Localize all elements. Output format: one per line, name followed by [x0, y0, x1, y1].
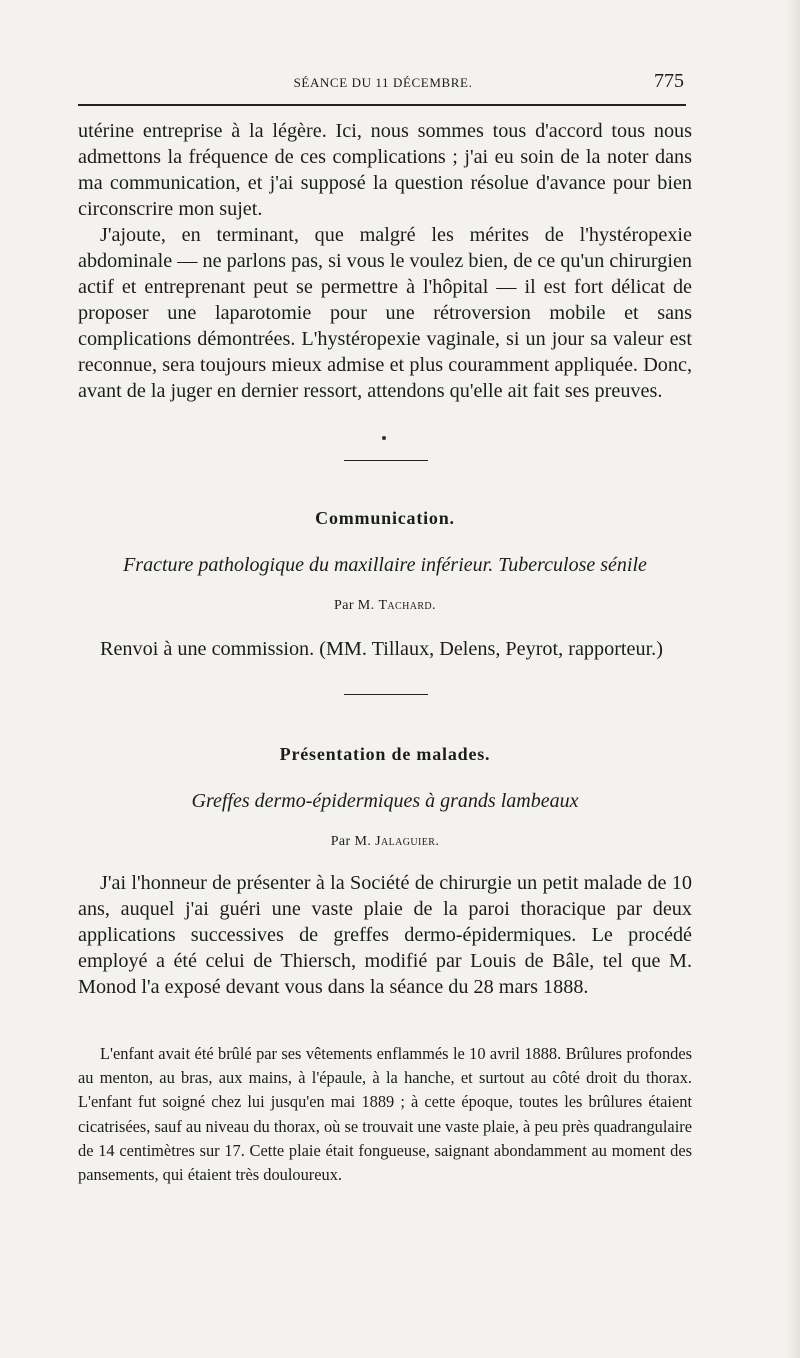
- running-head: SÉANCE DU 11 DÉCEMBRE.: [293, 75, 473, 90]
- author-prefix: Par M.: [330, 834, 372, 849]
- communication-title: Fracture pathologique du maxillaire inférieur. Tuberculose sénile: [123, 554, 647, 576]
- header-rule: [78, 104, 686, 106]
- presentation-title: Greffes dermo-épidermiques à grands lambeaux: [191, 790, 579, 812]
- page-number: 775: [654, 70, 684, 92]
- author-prefix: Par M.: [334, 598, 375, 613]
- communication-referral: Renvoi à une commission. (MM. Tillaux, Delens, Peyrot, rapporteur.): [100, 638, 663, 660]
- author-name: Tachard.: [378, 598, 436, 613]
- page-edge-shadow: [786, 0, 800, 1358]
- presentation-heading: Présentation de malades.: [279, 744, 491, 764]
- page-header: [78, 70, 688, 100]
- presentation-author: [78, 834, 692, 850]
- section-divider-rule: [344, 460, 428, 461]
- presentation-paragraph: J'ai l'honneur de présenter à la Société de chirurgie un petit malade de 10 ans, auquel j'ai guéri une vaste plaie de la paroi thoracique par deux applications successives de greffes dermo-épidermiques. Le procédé employé a été celui de Thiersch, modifié par Louis de Bâle, tel que M. Monod l'a exposé devant vous dans la séance du 28 mars 1888.: [78, 872, 692, 998]
- stray-dot: [382, 436, 386, 440]
- communication-heading: Communication.: [315, 508, 455, 528]
- communication-author: [78, 598, 692, 614]
- section-divider-rule: [344, 694, 428, 695]
- case-history-paragraph: L'enfant avait été brûlé par ses vêtements enflammés le 10 avril 1888. Brûlures profondes au menton, au bras, aux mains, à l'épaule, à la hanche, et surtout au côté droit du thorax. L'enfant fut soigné chez lui jusqu'en mai 1889 ; à cette époque, toutes les brûlures étaient cicatrisées, sauf au niveau du thorax, où se trouvait une vaste plaie, à peu près quadrangulaire de 14 centimètres sur 17. Cette plaie était fongueuse, saignant abondamment au moment des pansements, qui étaient très douloureux.: [78, 1044, 692, 1185]
- intro-paragraph-continued: utérine entreprise à la légère. Ici, nous sommes tous d'accord tous nous admettons la fréquence de ces complications ; j'ai eu soin de la noter dans ma communication, et j'ai supposé la question résolue d'avance pour bien circonscrire mon sujet.: [78, 120, 692, 220]
- author-name: Jalaguier.: [375, 834, 440, 849]
- intro-paragraph-conclusion: J'ajoute, en terminant, que malgré les mérites de l'hystéropexie abdominale — ne parlons pas, si vous le voulez bien, de ce qu'un chirurgien actif et entreprenant peut se permettre à l'hôpital — il est fort délicat de proposer une laparotomie pour une rétroversion mobile et sans complications démontrées. L'hystéropexie vaginale, si un jour sa valeur est reconnue, sera toujours mieux admise et plus couramment appliquée. Donc, avant de la juger en dernier ressort, attendons qu'elle ait fait ses preuves.: [78, 224, 692, 402]
